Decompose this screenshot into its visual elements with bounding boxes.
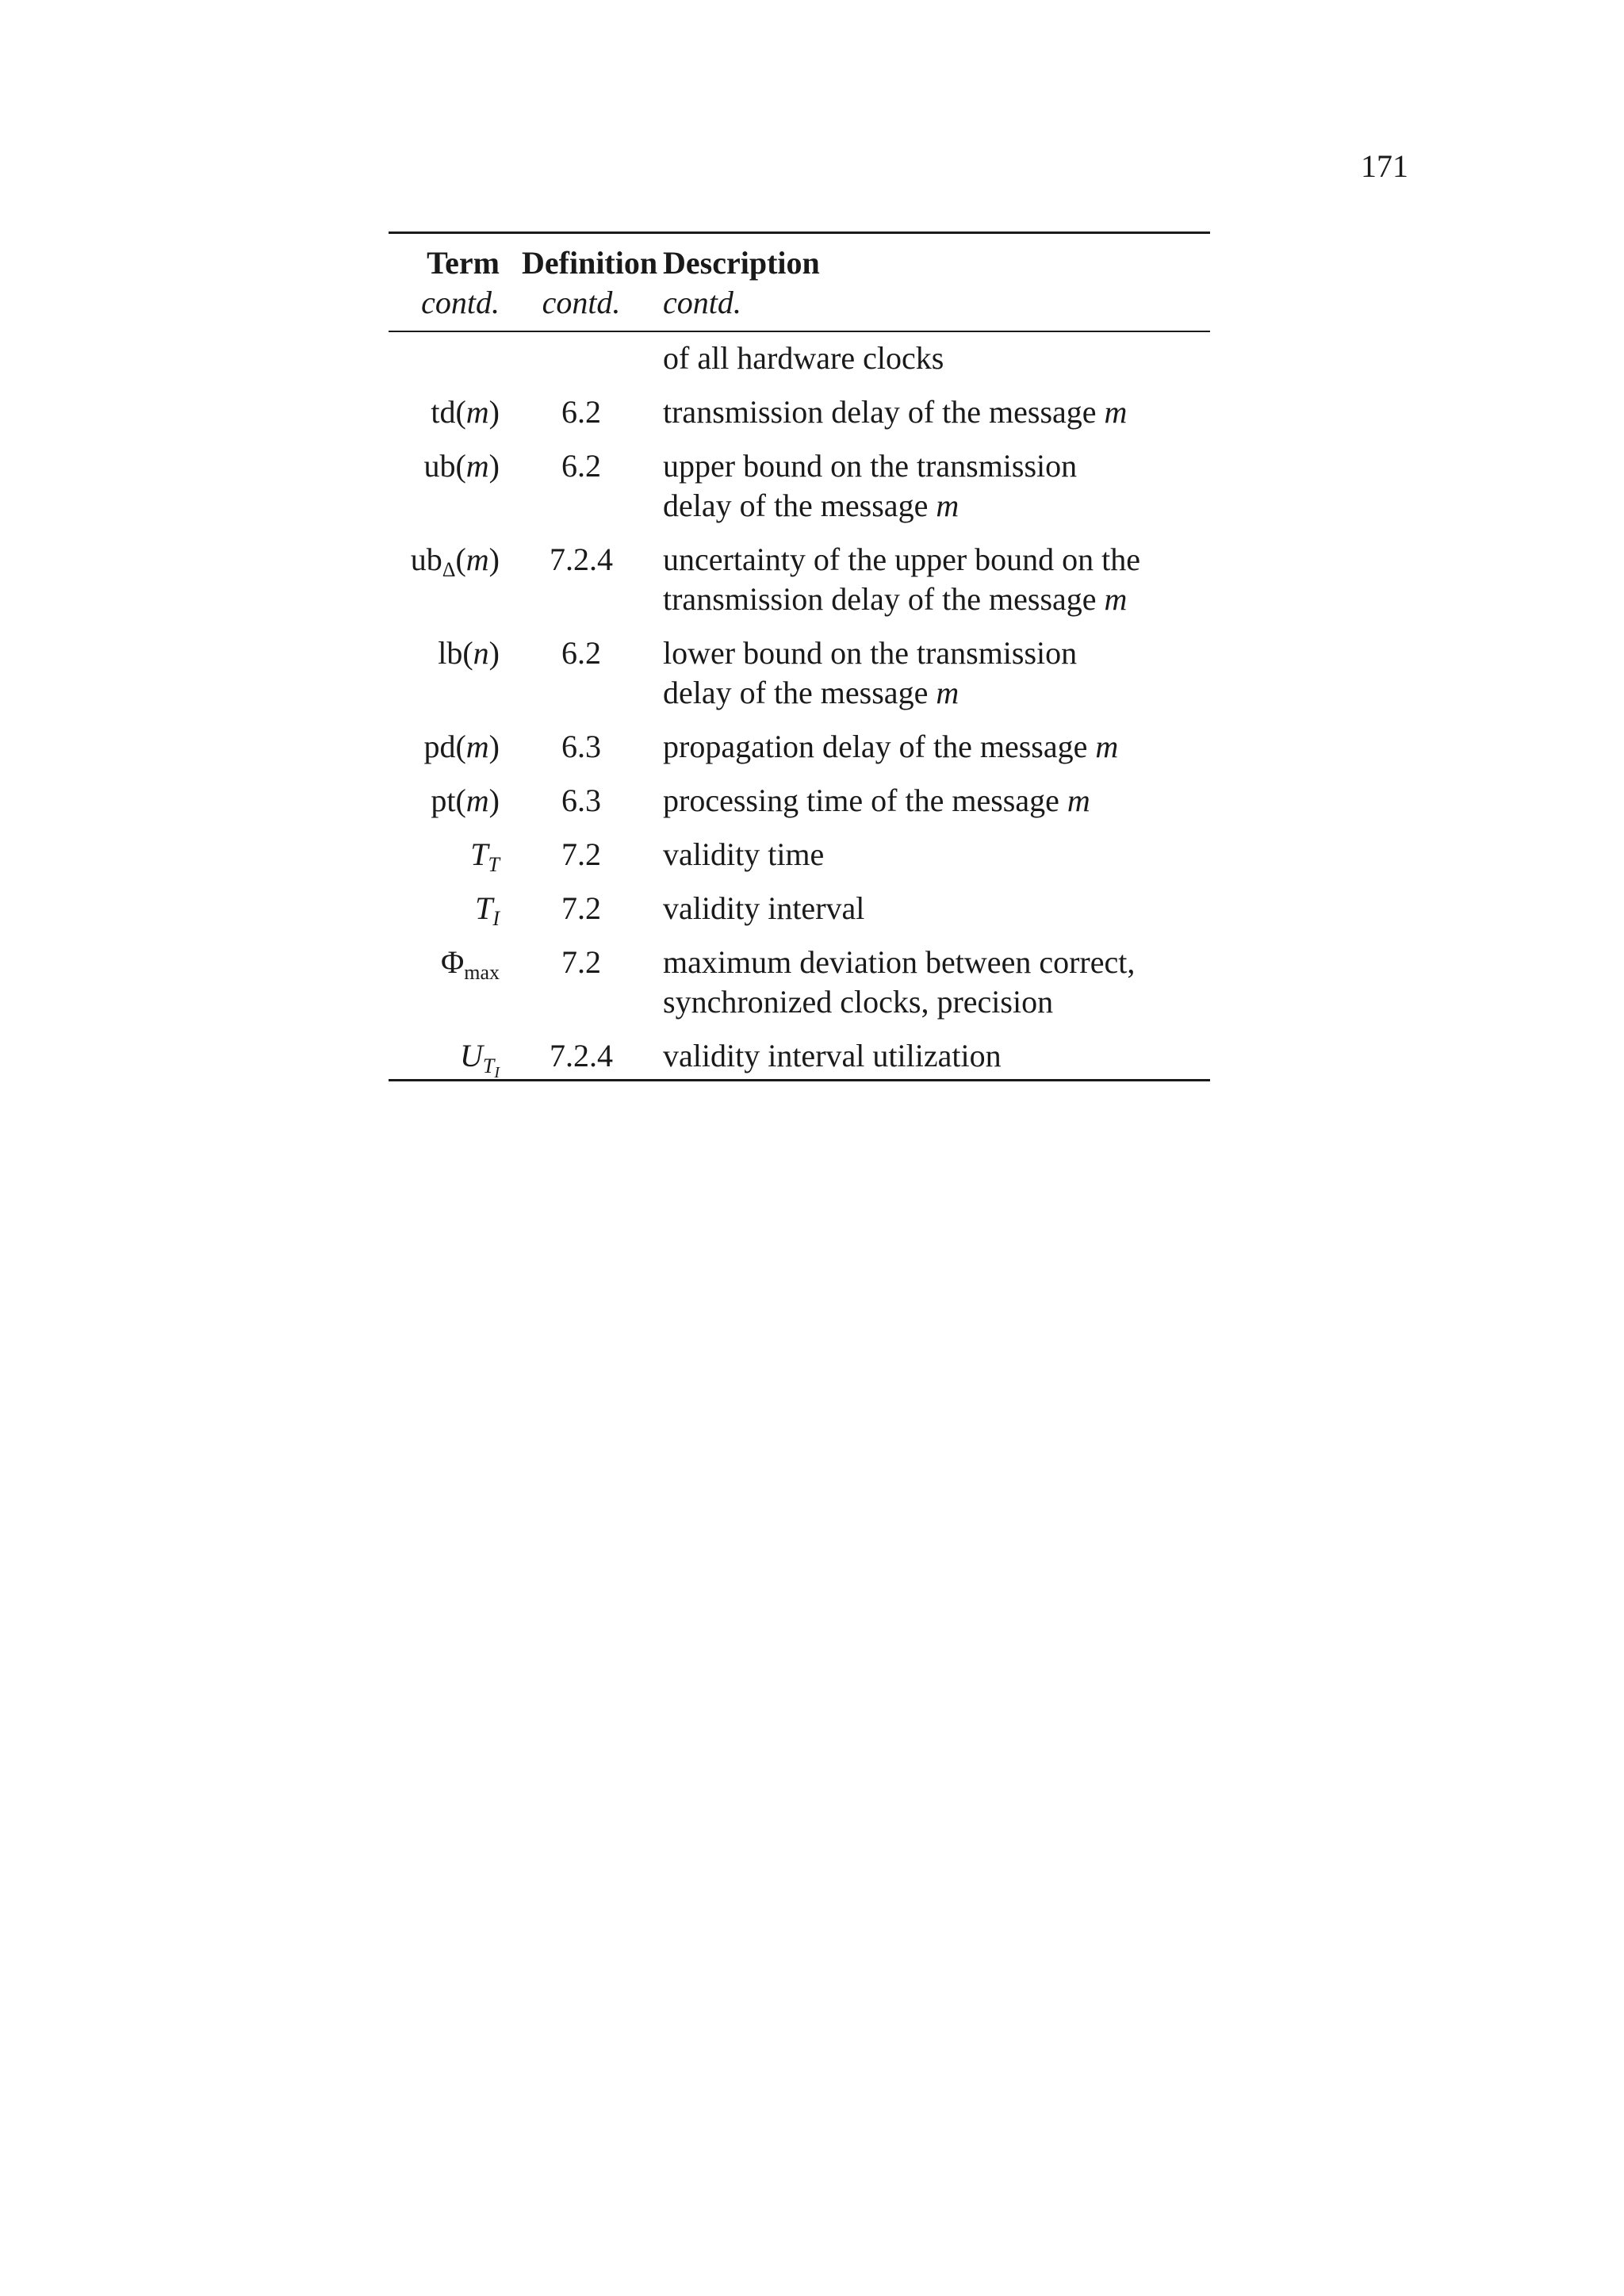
table-body (389, 332, 1210, 1079)
term-cell (389, 835, 500, 874)
definition-cell: 7.2 (561, 890, 601, 926)
definition-cell: 7.2 (561, 836, 601, 872)
term-variable: m (465, 729, 489, 764)
description-cell: validity time (663, 836, 825, 872)
table-row-continuation (389, 339, 1210, 378)
term-paren: ( (455, 541, 466, 577)
definition-cell: 7.2 (561, 944, 601, 980)
header-contd-row (389, 283, 1210, 323)
definition-cell: 7.2.4 (550, 1038, 613, 1073)
table-row (389, 446, 1210, 526)
header-term: Term (427, 245, 500, 281)
term-cell (389, 889, 500, 928)
term-variable: m (465, 394, 489, 430)
term-subscript: Δ (442, 558, 456, 581)
term-end: ) (488, 635, 500, 671)
header-description-contd: contd. (663, 285, 741, 320)
term-variable: T (475, 890, 493, 926)
term-base: pd( (423, 729, 466, 764)
description-variable: m (1095, 729, 1119, 764)
term-subscript: T (488, 853, 500, 876)
term-cell (389, 781, 500, 821)
term-cell (389, 339, 500, 378)
description-cell (663, 446, 1210, 526)
description-text: uncertainty of the upper bound on the transmission delay of the message (663, 541, 1141, 617)
description-variable: m (936, 675, 959, 710)
term-subscript (482, 1054, 500, 1081)
term-cell (389, 446, 500, 526)
description-cell: validity interval (663, 890, 865, 926)
description-cell (663, 392, 1210, 432)
term-cell (389, 633, 500, 713)
description-text: transmission delay of the message (663, 394, 1105, 430)
description-cell (663, 540, 1210, 619)
term-variable: m (465, 448, 489, 484)
term-variable: U (459, 1038, 483, 1073)
table-row (389, 835, 1210, 874)
table-row (389, 633, 1210, 713)
notation-table (389, 232, 1210, 1081)
description-text: propagation delay of the message (663, 729, 1096, 764)
header-definition-contd: contd. (542, 285, 621, 320)
term-base: lb( (438, 635, 473, 671)
header-description: Description (663, 245, 820, 281)
term-cell (389, 540, 500, 619)
definition-cell: 6.2 (561, 635, 601, 671)
description-cell: maximum deviation between correct, synchronized clocks, precision (663, 944, 1136, 1020)
term-subscript: max (464, 961, 500, 984)
description-variable: m (1104, 581, 1128, 617)
term-cell (389, 943, 500, 1022)
table-row (389, 1036, 1210, 1081)
description-cell (663, 781, 1210, 821)
term-base: Φ (440, 944, 465, 980)
definition-cell: 6.2 (561, 394, 601, 430)
table-row (389, 392, 1210, 432)
term-base: ub( (423, 448, 466, 484)
term-end: ) (488, 541, 500, 577)
term-end: ) (488, 783, 500, 818)
term-variable: T (470, 836, 488, 872)
description-text: lower bound on the transmission delay of the message (663, 635, 1078, 710)
table-row (389, 540, 1210, 619)
description-variable: m (936, 488, 959, 523)
table-row (389, 781, 1210, 821)
header-row (389, 243, 1210, 283)
description-text: upper bound on the transmission delay of the message (663, 448, 1078, 523)
definition-cell: 6.3 (561, 783, 601, 818)
term-variable: m (465, 783, 489, 818)
term-base: td( (431, 394, 466, 430)
definition-cell: 7.2.4 (550, 541, 613, 577)
header-definition: Definition (522, 245, 658, 281)
table-row (389, 889, 1210, 928)
term-end: ) (488, 448, 500, 484)
description-variable: m (1067, 783, 1090, 818)
term-cell (389, 392, 500, 432)
term-sub-subscript: I (494, 1064, 500, 1081)
page-number: 171 (1361, 148, 1408, 184)
description-cell (663, 727, 1210, 767)
term-end: ) (488, 394, 500, 430)
description-cell (663, 633, 1210, 713)
definition-cell: 6.2 (561, 448, 601, 484)
header-term-contd: contd. (421, 285, 500, 320)
term-cell (389, 1036, 500, 1081)
description-text: processing time of the message (663, 783, 1067, 818)
definition-cell: 6.3 (561, 729, 601, 764)
description-cell: of all hardware clocks (663, 340, 944, 376)
table-header (389, 234, 1210, 332)
term-subscript: I (492, 907, 500, 930)
table-row (389, 943, 1210, 1022)
term-subscript-base: T (482, 1054, 495, 1077)
term-end: ) (488, 729, 500, 764)
definition-cell (522, 339, 641, 378)
term-variable: m (465, 541, 489, 577)
term-base: pt( (431, 783, 466, 818)
description-cell: validity interval utilization (663, 1038, 1002, 1073)
term-variable: n (473, 635, 489, 671)
description-variable: m (1104, 394, 1128, 430)
term-base: ub (410, 541, 442, 577)
table-row (389, 727, 1210, 767)
term-cell (389, 727, 500, 767)
